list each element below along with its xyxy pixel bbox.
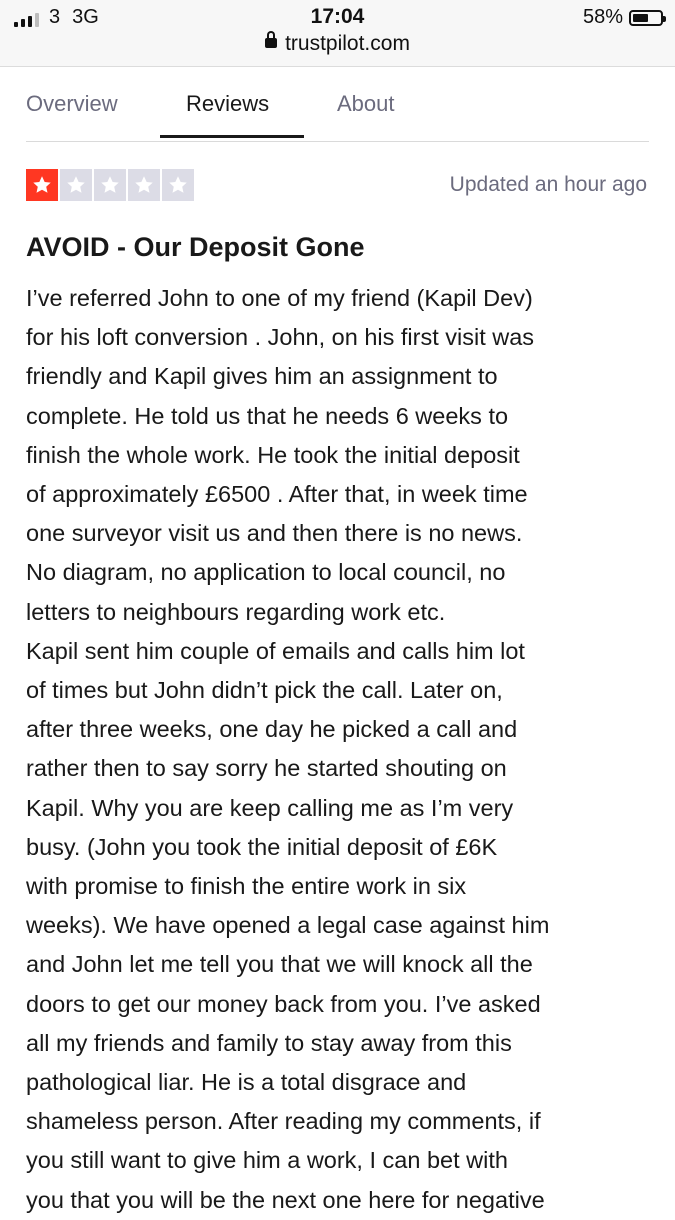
address-bar[interactable] bbox=[0, 32, 675, 56]
review-date: Updated an hour ago bbox=[449, 173, 647, 196]
review-title[interactable]: AVOID - Our Deposit Gone bbox=[26, 232, 365, 262]
battery-icon bbox=[629, 10, 663, 26]
tab-overview[interactable]: Overview bbox=[26, 91, 118, 116]
review-text-line: of approximately £6500 . After that, in week time bbox=[26, 481, 528, 508]
review-text-line: Kapil sent him couple of emails and calls him lot bbox=[26, 637, 525, 664]
clock: 17:04 bbox=[310, 5, 365, 28]
review-text-line: you still want to give him a work, I can bet with bbox=[26, 1147, 508, 1174]
url-text: trustpilot.com bbox=[285, 32, 410, 55]
review-text-line: and John let me tell you that we will knock all the bbox=[26, 951, 533, 978]
review-text-line: one surveyor visit us and then there is no news. bbox=[26, 520, 523, 547]
review-text-line: after three weeks, one day he picked a call and bbox=[26, 716, 518, 743]
review-text-line: weeks). We have opened a legal case against him bbox=[26, 912, 550, 939]
carrier-name: 3 bbox=[49, 6, 61, 28]
active-tab-indicator bbox=[160, 135, 304, 138]
review-text-line: friendly and Kapil gives him an assignment to bbox=[26, 363, 498, 390]
tab-about[interactable]: About bbox=[337, 91, 395, 116]
tab-reviews[interactable]: Reviews bbox=[186, 91, 270, 116]
review-text-line: I’ve referred John to one of my friend (Kapil Dev) bbox=[26, 285, 533, 311]
network-type: 3G bbox=[72, 6, 99, 28]
review-text-line: doors to get our money back from you. I’ve asked bbox=[26, 990, 541, 1017]
review-text-line: for his loft conversion . John, on his first visit was bbox=[26, 324, 535, 351]
lock-icon bbox=[265, 38, 277, 48]
review-text-line: Kapil. Why you are keep calling me as I’m very bbox=[26, 794, 514, 821]
star-icon bbox=[26, 169, 58, 201]
star-icon bbox=[94, 169, 126, 201]
review-text-line: shameless person. After reading my comments, if bbox=[26, 1108, 541, 1135]
review-text-line: you that you will be the next one here for negative bbox=[26, 1186, 545, 1213]
star-icon bbox=[128, 169, 160, 201]
tab-bar bbox=[0, 67, 675, 139]
divider bbox=[26, 141, 649, 142]
review-text-line: letters to neighbours regarding work etc. bbox=[26, 598, 446, 625]
review-text-line: complete. He told us that he needs 6 weeks to bbox=[26, 402, 509, 429]
review-text-line: with promise to finish the entire work in six bbox=[26, 873, 467, 900]
status-right bbox=[583, 6, 663, 29]
star-icon bbox=[60, 169, 92, 201]
review-text-line: pathological liar. He is a total disgrace and bbox=[26, 1069, 467, 1096]
review-text-line: of times but John didn’t pick the call. Later on, bbox=[26, 677, 503, 704]
battery-percent: 58% bbox=[582, 6, 623, 28]
review-body bbox=[26, 279, 656, 1220]
star-icon bbox=[162, 169, 194, 201]
review-text-line: rather then to say sorry he started shouting on bbox=[26, 755, 507, 782]
review-text-line: No diagram, no application to local council, no bbox=[26, 559, 506, 586]
star-rating bbox=[26, 169, 194, 201]
review-text-line: finish the whole work. He took the initial deposit bbox=[26, 441, 520, 468]
review-text-line: busy. (John you took the initial deposit of £6K bbox=[26, 833, 498, 860]
status-bar bbox=[0, 0, 675, 67]
review-text-line: all my friends and family to stay away from this bbox=[26, 1029, 512, 1056]
